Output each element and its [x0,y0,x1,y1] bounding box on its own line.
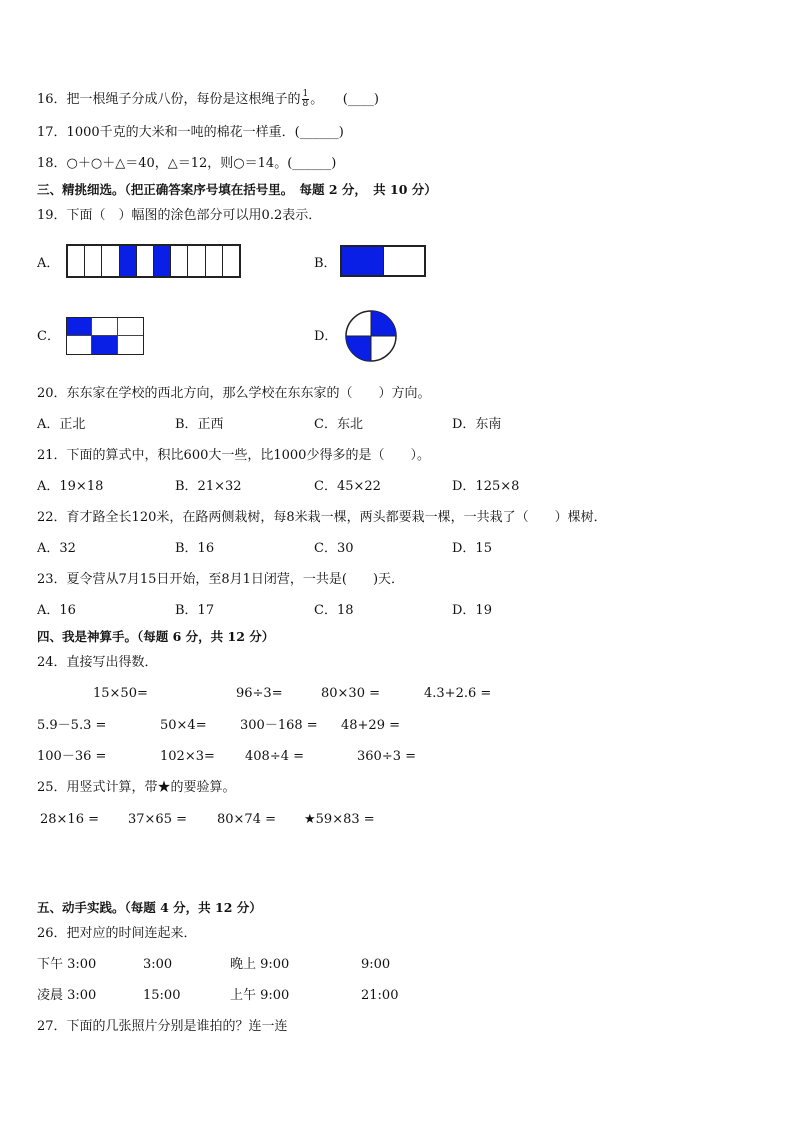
q22-option[interactable]: C．30 [314,541,354,556]
grid-cell-shaded [92,336,117,354]
bar-half [384,247,425,275]
time-item[interactable]: 9:00 [361,957,391,972]
time-item[interactable]: 下午 3:00 [37,957,97,972]
question-24: 24．直接写出得数． [37,655,158,670]
question-20: 20．东东家在学校的西北方向，那么学校在东东家的（ ）方向。 [37,386,431,401]
fraction-one-eighth: $\frac{1}{8}$ [302,89,309,109]
bar-half-shaded [342,247,384,275]
bar-cell [102,246,119,276]
time-item[interactable]: 15:00 [143,988,181,1003]
q22-option[interactable]: D．15 [452,541,492,556]
q23-option[interactable]: D．19 [452,603,492,618]
circle-quarter-shaded [346,336,371,361]
calc-item: 100－36 = [37,749,107,764]
time-item[interactable]: 晚上 9:00 [230,957,290,972]
option-d-label: D． [314,329,338,344]
q23-option[interactable]: A．16 [37,603,76,618]
option-b-label: B． [314,256,337,271]
bar-cell [137,246,154,276]
option-c-label: C． [37,329,60,344]
bar-cell [68,246,85,276]
q20-option[interactable]: A．正北 [37,417,86,432]
q22-option[interactable]: A．32 [37,541,76,556]
time-item[interactable]: 上午 9:00 [230,988,290,1003]
question-22: 22．育才路全长120米，在路两侧栽树，每8米栽一棵，两头都要栽一棵，一共栽了（ ）棵树． [37,510,607,525]
q21-option[interactable]: D．125×8 [452,479,520,494]
question-18: 18．○＋○＋△＝40，△＝12，则○＝14。(______) [37,156,337,171]
question-26: 26．把对应的时间连起来． [37,926,197,941]
calc-item: 360÷3 = [357,749,417,764]
question-27: 27．下面的几张照片分别是谁拍的？连一连 [37,1019,288,1034]
section-4-heading: 四、我是神算手。（每题 6 分，共 12 分） [37,629,275,644]
q16-text: 16．把一根绳子分成八份，每份是这根绳子的 [37,92,301,107]
circle-quarter-shaded [371,311,396,336]
calc-item: 37×65 = [128,812,188,827]
calc-item: 5.9－5.3 = [37,718,107,733]
calc-item: 408÷4 = [245,749,305,764]
calc-item: 15×50= [93,686,148,701]
q23-option[interactable]: C．18 [314,603,354,618]
bar-cell [188,246,205,276]
calc-item: 300－168 = [240,718,318,733]
calc-item: 28×16 = [40,812,100,827]
grid-cell [67,336,92,354]
time-item[interactable]: 凌晨 3:00 [37,988,97,1003]
question-17: 17．1000千克的大米和一吨的棉花一样重．(______) [37,125,344,140]
time-item[interactable]: 3:00 [143,957,173,972]
q23-option[interactable]: B．17 [175,603,215,618]
bar-cell [223,246,239,276]
bar-cell [171,246,188,276]
q21-option[interactable]: C．45×22 [314,479,381,494]
question-19: 19．下面（ ）幅图的涂色部分可以用0.2表示． [37,208,322,223]
q21-option[interactable]: A．19×18 [37,479,104,494]
calc-item: 50×4= [160,718,207,733]
calc-item: 48+29 = [341,718,401,733]
calc-item: 102×3= [160,749,215,764]
calc-item: 4.3+2.6 = [424,686,492,701]
question-16 [37,90,379,109]
calc-item-starred: ★59×83 = [304,812,375,827]
q16-answer-blank[interactable]: 。 (____) [310,92,379,107]
option-a-label: A． [37,256,60,271]
question-21: 21．下面的算式中，积比600大一些，比1000少得多的是（ ）。 [37,448,430,463]
section-3-heading: 三、精挑细选。（把正确答案序号填在括号里。 每题 2 分， 共 10 分） [37,182,437,197]
bar-cell [206,246,223,276]
figure-c-grid [66,317,144,355]
grid-cell [118,336,143,354]
figure-b-half-bar [340,245,426,277]
question-25: 25．用竖式计算，带★的要验算。 [37,780,236,795]
figure-a-ten-part-bar [66,244,241,278]
bar-cell-shaded [120,246,137,276]
grid-cell [118,318,143,336]
grid-cell [92,318,117,336]
question-23: 23．夏令营从7月15日开始，至8月1日闭营，一共是( )天． [37,572,405,587]
q21-option[interactable]: B．21×32 [175,479,242,494]
grid-cell-shaded [67,318,92,336]
q20-option[interactable]: C．东北 [314,417,363,432]
calc-item: 80×30 = [321,686,381,701]
figure-d-circle [344,307,398,365]
q20-option[interactable]: B．正西 [175,417,224,432]
calc-item: 80×74 = [217,812,277,827]
time-item[interactable]: 21:00 [361,988,399,1003]
section-5-heading: 五、动手实践。（每题 4 分，共 12 分） [37,900,262,915]
bar-cell [85,246,102,276]
q22-option[interactable]: B．16 [175,541,215,556]
bar-cell-shaded [154,246,171,276]
q20-option[interactable]: D．东南 [452,417,502,432]
calc-item: 96÷3= [236,686,283,701]
